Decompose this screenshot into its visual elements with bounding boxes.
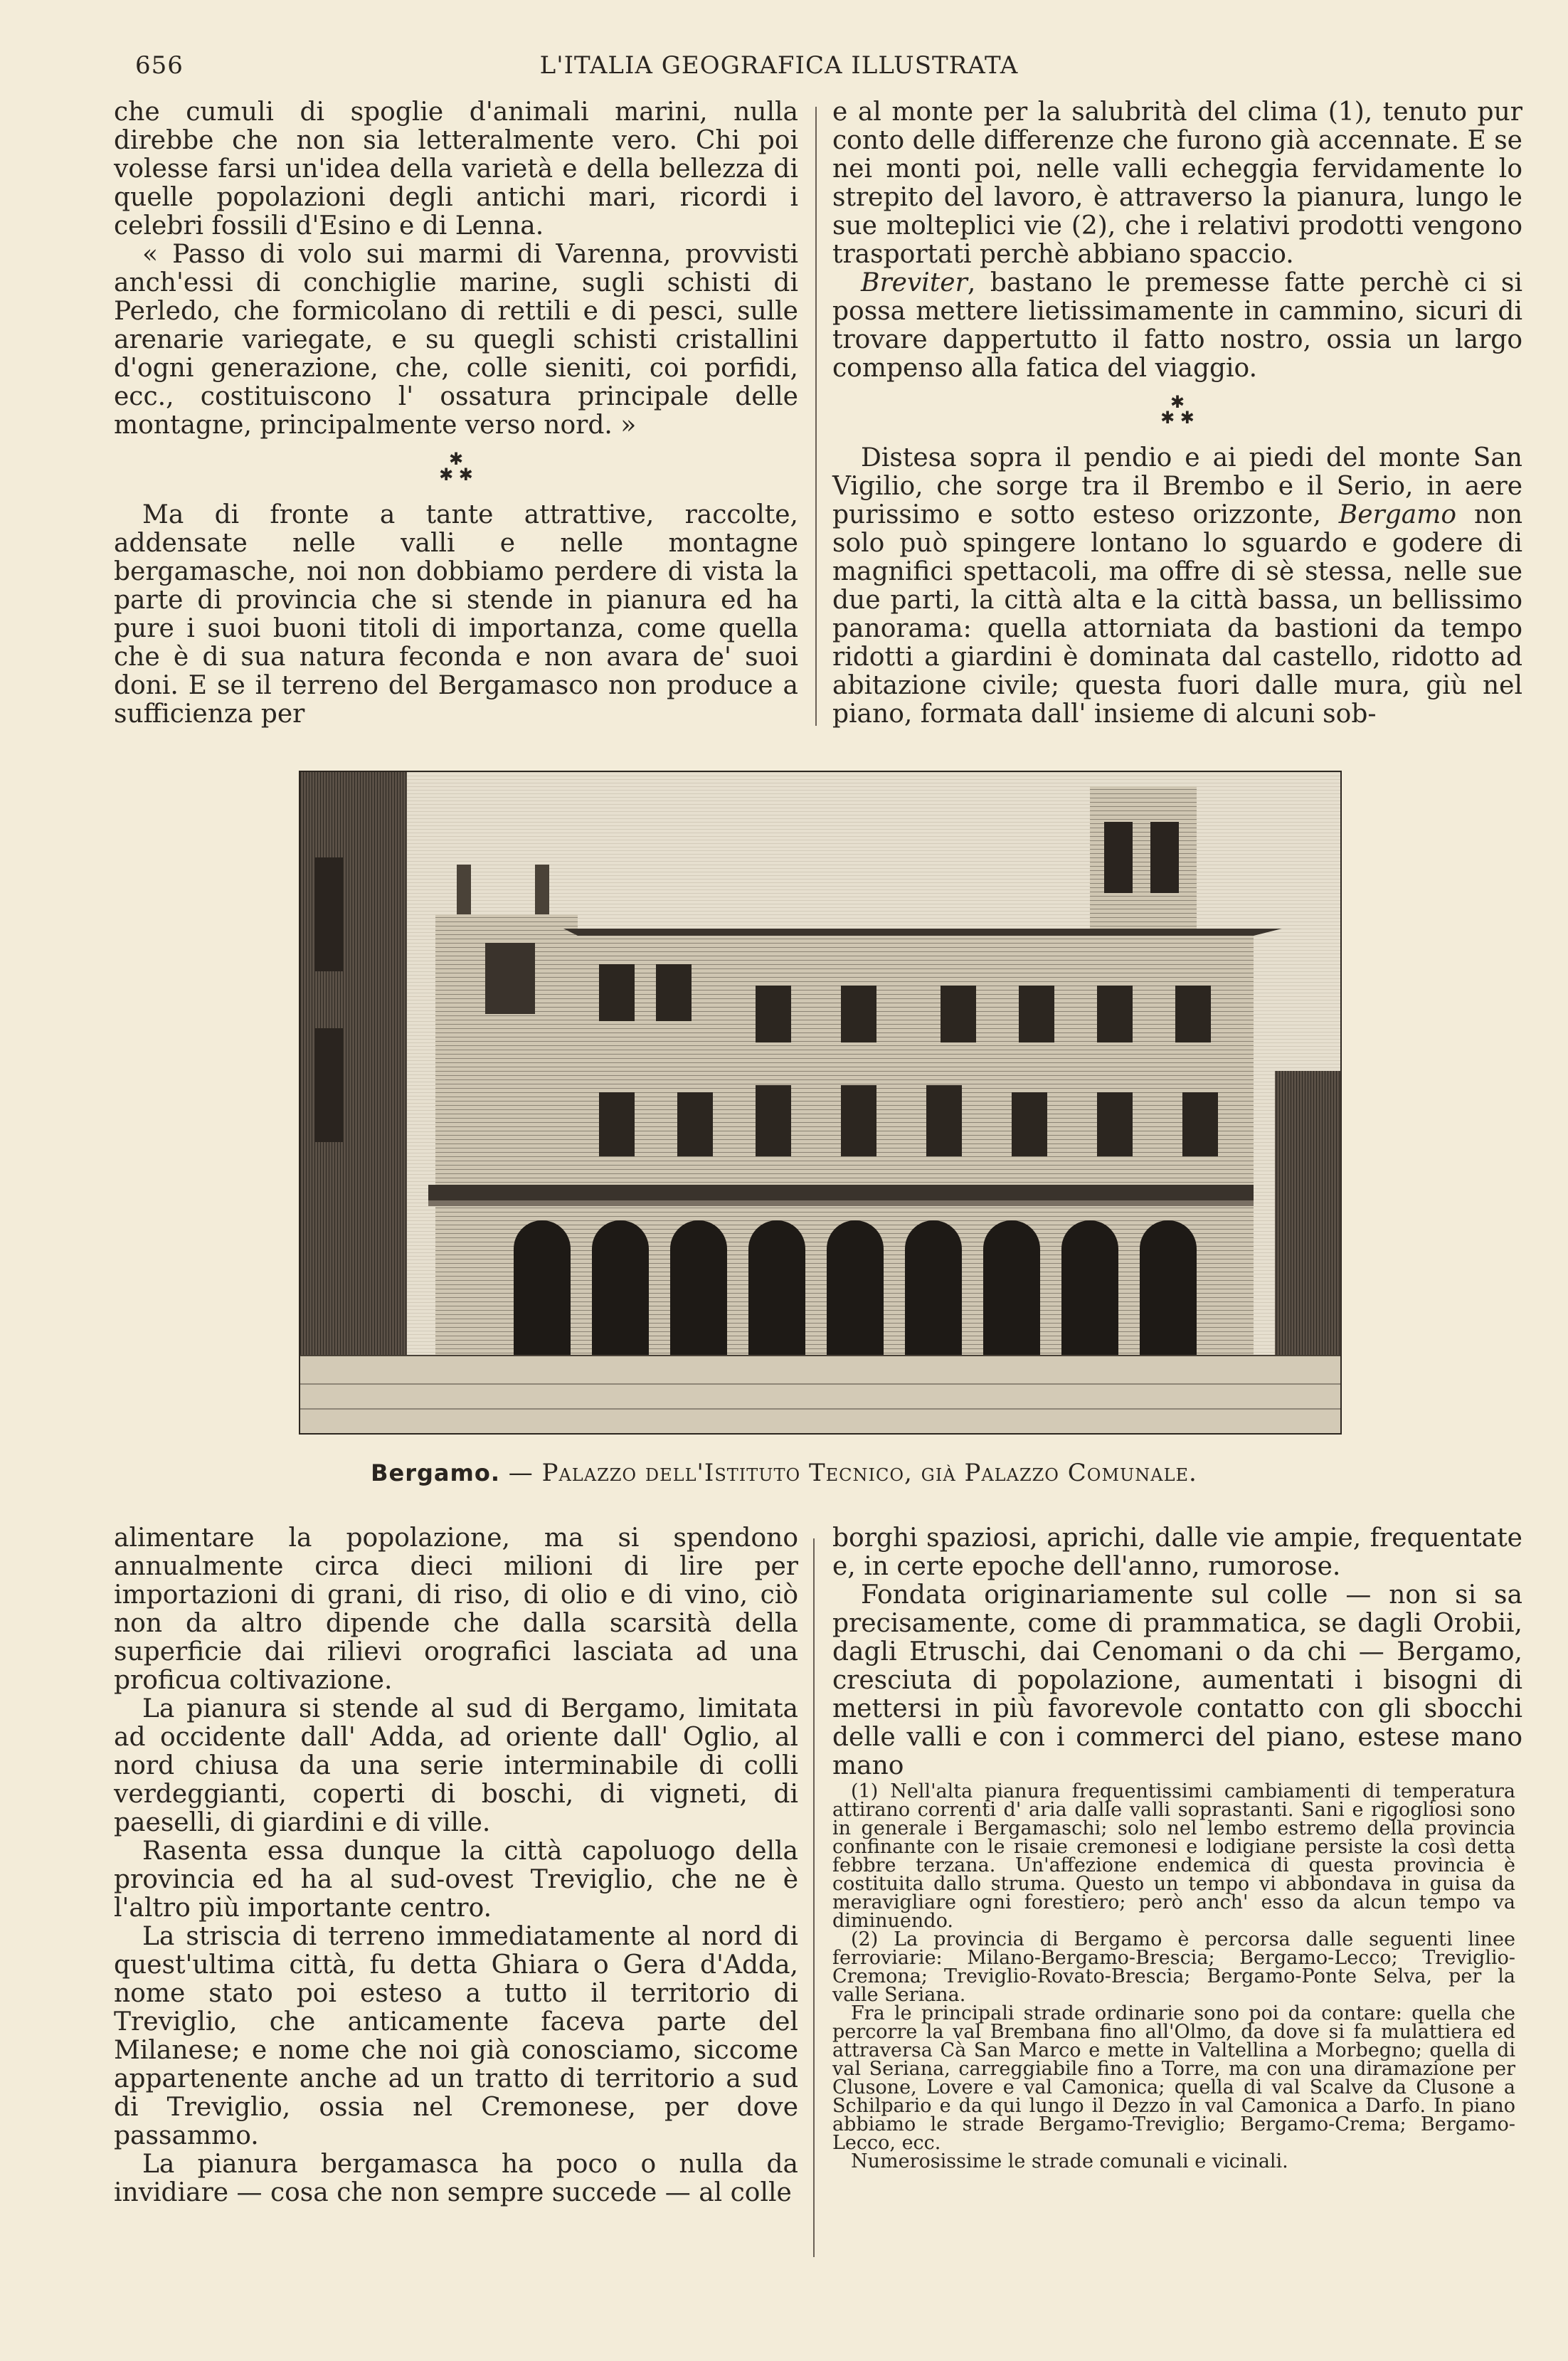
column-bottom-right bbox=[832, 1524, 1522, 1780]
running-head bbox=[135, 51, 1423, 87]
paragraph: alimentare la popolazione, ma si spendono annualmente circa dieci milioni di lire per importazioni di grani, di riso, di olio e di vino, ciò non da altro dipende che dalla scarsità della superficie dai rilievi orografici lasciata ad una proficua coltivazione. bbox=[114, 1523, 798, 1695]
paragraph-text: Distesa sopra il pendio e ai piedi del monte San Vigilio, che sorge tra il Brembo e il Serio, in aere purissimo e sotto esteso orizzonte, bbox=[832, 443, 1522, 529]
caption-text: Palazzo dell'Istituto Tecnico, già Palazzo Comunale. bbox=[541, 1459, 1197, 1487]
paragraph: « Passo di volo sui marmi di Varenna, provvisti anch'essi di conchiglie marine, sugli schisti di Perledo, che formicolano di rettili e di pesci, sulle arenarie variegate, e su quegli schisti cristallini d'ogni generazione, che, colle sieniti, coi porfidi, ecc., costituiscono l' ossatura principale delle montagne, principalmente verso nord. » bbox=[114, 240, 798, 440]
italic-word: Breviter bbox=[861, 268, 968, 297]
column-top-right bbox=[832, 98, 1522, 729]
paragraph: La pianura bergamasca ha poco o nulla da invidiare — cosa che non sempre succede — al colle bbox=[114, 2150, 798, 2207]
paragraph: borghi spaziosi, aprichi, dalle vie ampie, frequentate e, in certe epoche dell'anno, rumorose. bbox=[832, 1523, 1522, 1581]
footnote: Fra le principali strade ordinarie sono poi da contare: quella che percorre la val Brembana fino all'Olmo, da dove si fa mulattiera ed attraversa Cà San Marco e mette in Valtellina a Morbegno; quella di val Seriana, carreggiabile fino a Torre, ma con una diramazione per Clusone, Lovere e val Camonica; quella di val Scalve da Clusone a Schilpario e da qui lungo il Dezzo in val Camonica a Darfo. In piano abbiamo le strade Bergamo-Treviglio; Bergamo-Crema; Bergamo-Lecco, ecc. bbox=[832, 2002, 1515, 2154]
paragraph: Fondata originariamente sul colle — non si sa precisamente, come di prammatica, se dagli Orobii, dagli Etruschi, dai Cenomani o da chi — Bergamo, cresciuta di popolazione, aumentati i bisogni di mettersi in più favorevole contatto con gli sbocchi delle valli e con i commerci del piano, estese mano mano bbox=[832, 1580, 1522, 1780]
figure-caption bbox=[0, 1459, 1568, 1487]
paragraph-text: , bastano le premesse fatte perchè ci si possa mettere lietissimamente in cammino, sicuri di trovare dappertutto il fatto nostro, ossia un largo compenso alla fatica del viaggio. bbox=[832, 268, 1522, 383]
section-separator: ✱ ✱ ✱ bbox=[1160, 392, 1194, 428]
paragraph-text: non solo può spingere lontano lo sguardo e godere di magnifici spettacoli, ma offre di sè stessa, nelle sue due parti, la città alta e la città bassa, un bellissimo panorama: quella attorniata da bastioni da tempo ridotti a giardini è dominata dal castello, ridotto ad abitazione civile; questa fuori dalle mura, giù nel piano, formata dall' insieme di alcuni sob- bbox=[832, 500, 1522, 729]
section-separator: ✱ ✱ ✱ bbox=[439, 449, 473, 485]
paragraph: Rasenta essa dunque la città capoluogo della provincia ed ha al sud-ovest Treviglio, che ne è l'altro più importante centro. bbox=[114, 1837, 798, 1923]
paragraph bbox=[832, 444, 1522, 729]
caption-city: Bergamo. bbox=[371, 1459, 500, 1486]
paragraph: Ma di fronte a tante attrattive, raccolte, addensate nelle valli e nelle montagne bergamasche, noi non dobbiamo perdere di vista la parte di provincia che si stende in pianura ed ha pure i suoi buoni titoli di importanza, come quella che è di sua natura feconda e non avara de' suoi doni. E se il terreno del Bergamasco non produce a sufficienza per bbox=[114, 500, 798, 729]
paragraph: La pianura si stende al sud di Bergamo, limitata ad occidente dall' Adda, ad oriente dall' Oglio, al nord chiusa da una serie interminabile di colli verdeggianti, coperti di boschi, di vigneti, di paeselli, di giardini e di ville. bbox=[114, 1694, 798, 1837]
paragraph: che cumuli di spoglie d'animali marini, nulla direbbe che non sia letteralmente vero. Chi poi volesse farsi un'idea della varietà e della bellezza di quelle popolazioni degli antichi mari, ricordi i celebri fossili d'Esino e di Lenna. bbox=[114, 97, 798, 241]
footnotes bbox=[832, 1782, 1515, 2171]
caption-dash: — bbox=[499, 1459, 542, 1487]
book-title: L'ITALIA GEOGRAFICA ILLUSTRATA bbox=[539, 51, 1019, 80]
paragraph bbox=[832, 269, 1522, 383]
italic-word: Bergamo bbox=[1338, 500, 1457, 529]
column-divider bbox=[813, 1538, 815, 2257]
footnote: Numerosissime le strade comunali e vicinali. bbox=[851, 2150, 1288, 2172]
engraving-illustration bbox=[299, 771, 1342, 1435]
footnote: (2) La provincia di Bergamo è percorsa dalle seguenti linee ferroviarie: Milano-Bergamo-Brescia; Bergamo-Lecco; Treviglio-Cremona; Treviglio-Rovato-Brescia; Bergamo-Ponte Selva, per la valle Seriana. bbox=[832, 1928, 1515, 2006]
column-top-left bbox=[114, 98, 798, 729]
column-bottom-left bbox=[114, 1524, 798, 2207]
paragraph: e al monte per la salubrità del clima (1), tenuto pur conto delle differenze che furono già accennate. E se nei monti poi, nelle valli echeggia fervidamente lo strepito del lavoro, è attraverso la pianura, lungo le sue molteplici vie (2), che i relativi prodotti vengono trasportati perchè abbiano spaccio. bbox=[832, 97, 1522, 269]
paragraph: La striscia di terreno immediatamente al nord di quest'ultima città, fu detta Ghiara o Gera d'Adda, nome stato poi esteso a tutto il territorio di Treviglio, che anticamente faceva parte del Milanese; e nome che noi già conosciamo, siccome appartenente anche ad un tratto di territorio a sud di Treviglio, ossia nel Cremonese, per dove passammo. bbox=[114, 1922, 798, 2150]
page-number: 656 bbox=[135, 51, 184, 80]
palazzo-engraving bbox=[300, 772, 1340, 1433]
footnote: (1) Nell'alta pianura frequentissimi cambiamenti di temperatura attirano correnti d' aria dalle valli soprastanti. Sani e rigogliosi sono in generale i Bergamaschi; solo nel lembo estremo della provincia confinante con le risaie cremonesi e lodigiane persiste la così detta febbre terzana. Un'affezione endemica di questa provincia è costituita dallo struma. Questo un tempo vi abbondava in guisa da meravigliare ogni forestiero; però anch' esso da alcun tempo va diminuendo. bbox=[832, 1780, 1515, 1932]
column-divider bbox=[815, 107, 817, 726]
